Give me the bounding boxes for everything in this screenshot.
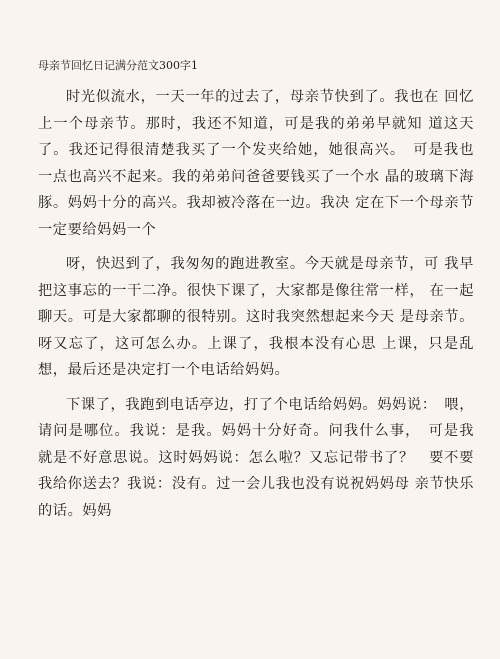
document-title: 母亲节回忆日记满分范文300字1 xyxy=(38,59,198,72)
paragraph-2: 呀，快迟到了，我匆匆的跑进教室。今天就是母亲节，可 我早把这事忘的一干二净。很快下课了，大家都是像往常一样， 在一起聊天。可是大家都聊的很特别。这时我突然想起来今天 是母亲节。呀又忘了，这可怎么办。上课了，我根本没有心思 上课，只是乱想，最后还是决定打一个电话给妈妈。 xyxy=(38,256,474,378)
paragraph-1: 时光似流水，一天一年的过去了，母亲节快到了。我也在 回忆上一个母亲节。那时，我还不知道，可是我的弟弟早就知 道这天了。我还记得很清楚我买了一个发夹给她，她很高兴。 可是我也一点也高兴不起来。我的弟弟问爸爸要钱买了一个水 晶的玻璃下海豚。妈妈十分的高兴。我却被冷落在一边。我决 定在下一个母亲节一定要给妈妈一个 xyxy=(38,89,474,238)
paragraph-3: 下课了，我跑到电话亭边，打了个电话给妈妈。妈妈说： 喂，请问是哪位。我说：是我。妈妈十分好奇。问我什么事， 可是我就是不好意思说。这时妈妈说：怎么啦？又忘记带书了？ 要不要我给你送去？我说：没有。过一会儿我也没有说祝妈妈母 亲节快乐的话。妈妈 xyxy=(38,396,474,519)
document-body xyxy=(38,84,474,532)
